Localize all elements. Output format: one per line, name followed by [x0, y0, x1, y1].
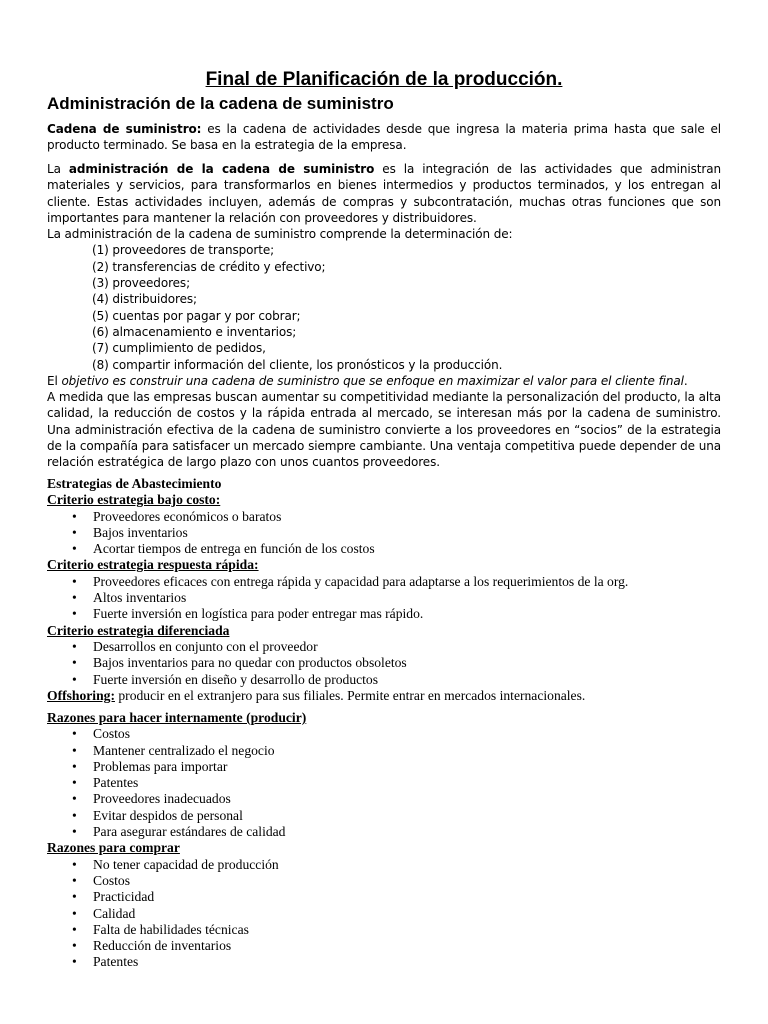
- list-item-text: Patentes: [93, 775, 139, 791]
- admin-term: administración de la cadena de suministro: [68, 162, 375, 176]
- list-item-text: Altos inventarios: [93, 590, 187, 606]
- list-item: [47, 808, 721, 824]
- bullet-icon: •: [72, 606, 77, 622]
- offshoring-term: Offshoring:: [47, 687, 115, 703]
- objective-lead: El: [47, 373, 62, 388]
- bullet-icon: •: [72, 655, 77, 671]
- admin-list: [47, 242, 721, 372]
- list-item-text: Proveedores inadecuados: [93, 791, 231, 807]
- admin-text: es la integración de las actividades que administran materiales y servicios, para transformarlos en bienes intermedios y productos terminados, y los entregan al cliente. Estas actividades incluyen, además de compras y subcontratación, muchas otras funciones que son importantes para mantener la relación con proveedores y distribuidores.: [47, 162, 722, 225]
- list-item: (5) cuentas por pagar y por cobrar;: [92, 308, 301, 323]
- list-item: [47, 824, 721, 840]
- strategy-fast-response-list: [47, 574, 721, 623]
- strategies-section: [47, 476, 721, 704]
- list-item-text: Practicidad: [93, 889, 155, 905]
- objective-sentence: [47, 373, 721, 389]
- bullet-icon: •: [72, 541, 77, 557]
- list-item: [47, 525, 721, 541]
- definition-paragraph: [47, 121, 721, 154]
- list-item-text: Fuerte inversión en diseño y desarrollo de productos: [93, 671, 379, 687]
- list-item: [47, 759, 721, 775]
- objective-text: objetivo es construir una cadena de suministro que se enfoque en maximizar el valor para el cliente final: [61, 373, 684, 388]
- bullet-icon: •: [72, 758, 77, 774]
- list-item: (7) cumplimiento de pedidos,: [92, 341, 266, 356]
- list-item: [47, 922, 721, 938]
- list-item: (1) proveedores de transporte;: [92, 243, 275, 258]
- strategy-low-cost-heading: Criterio estrategia bajo costo:: [47, 492, 221, 508]
- list-item: (8) compartir información del cliente, los pronósticos y la producción.: [92, 357, 503, 372]
- list-item-text: Desarrollos en conjunto con el proveedor: [93, 638, 318, 654]
- produce-heading: Razones para hacer internamente (producir): [47, 710, 307, 725]
- list-item-text: Proveedores económicos o baratos: [93, 508, 282, 524]
- list-item: [47, 743, 721, 759]
- admin-section: [47, 161, 721, 471]
- list-item: [47, 873, 721, 889]
- bullet-icon: •: [72, 824, 77, 840]
- list-item: [47, 541, 721, 557]
- bullet-icon: •: [72, 954, 77, 970]
- list-item-text: Para asegurar estándares de calidad: [93, 824, 286, 840]
- list-item: [47, 857, 721, 873]
- strategies-heading: Estrategias de Abastecimiento: [47, 476, 222, 491]
- list-item-text: Proveedores eficaces con entrega rápida y capacidad para adaptarse a los requerimientos de la org.: [93, 573, 629, 589]
- list-item: [47, 606, 721, 622]
- bullet-icon: •: [72, 791, 77, 807]
- list-item-text: Falta de habilidades técnicas: [93, 921, 249, 937]
- page-title: Final de Planificación de la producción.: [205, 69, 563, 90]
- strategy-differentiated-heading: Criterio estrategia diferenciada: [47, 622, 230, 638]
- buy-heading: Razones para comprar: [47, 840, 180, 856]
- bullet-icon: •: [72, 856, 77, 872]
- bullet-icon: •: [72, 775, 77, 791]
- list-item-text: Costos: [93, 872, 131, 888]
- strategy-fast-response-heading: Criterio estrategia respuesta rápida:: [47, 557, 259, 573]
- offshoring-line: [47, 688, 721, 704]
- list-item: [47, 889, 721, 905]
- definition-text: es la cadena de actividades desde que ingresa la materia prima hasta que sale el producto terminado. Se basa en la estrategia de la empresa.: [47, 122, 722, 153]
- list-item-text: Bajos inventarios: [93, 524, 188, 540]
- list-item: [47, 775, 721, 791]
- bullet-icon: •: [72, 638, 77, 654]
- list-item: [47, 938, 721, 954]
- list-item-text: Patentes: [93, 954, 139, 970]
- produce-section: [47, 710, 721, 971]
- section-title: Administración de la cadena de suministro: [47, 94, 394, 113]
- list-item-text: Fuerte inversión en logística para poder entregar mas rápido.: [93, 606, 424, 622]
- list-item: [47, 672, 721, 688]
- list-item-text: Bajos inventarios para no quedar con productos obsoletos: [93, 655, 407, 671]
- produce-list: [47, 726, 721, 840]
- bullet-icon: •: [72, 524, 77, 540]
- buy-list: [47, 857, 721, 971]
- bullet-icon: •: [72, 726, 77, 742]
- bullet-icon: •: [72, 807, 77, 823]
- strategy-differentiated-list: [47, 639, 721, 688]
- bullet-icon: •: [72, 671, 77, 687]
- bullet-icon: •: [72, 889, 77, 905]
- bullet-icon: •: [72, 905, 77, 921]
- bullet-icon: •: [72, 573, 77, 589]
- list-item-text: Acortar tiempos de entrega en función de los costos: [93, 541, 375, 557]
- list-item: [47, 509, 721, 525]
- list-item-text: Reducción de inventarios: [93, 938, 232, 954]
- bullet-icon: •: [72, 508, 77, 524]
- bullet-icon: •: [72, 921, 77, 937]
- list-item: [47, 655, 721, 671]
- list-item-text: Evitar despidos de personal: [93, 807, 243, 823]
- strategy-low-cost-list: [47, 509, 721, 558]
- list-item-text: Problemas para importar: [93, 758, 228, 774]
- list-item-text: Calidad: [93, 905, 136, 921]
- admin-lead: La: [47, 162, 69, 176]
- list-item: [47, 726, 721, 742]
- list-item: (4) distribuidores;: [92, 292, 197, 307]
- objective-end: .: [683, 373, 688, 388]
- bullet-icon: •: [72, 590, 77, 606]
- list-item: (3) proveedores;: [92, 276, 191, 291]
- list-item: [47, 574, 721, 590]
- offshoring-text: producir en el extranjero para sus filiales. Permite entrar en mercados internacionales.: [114, 687, 586, 703]
- bullet-icon: •: [72, 938, 77, 954]
- list-item-text: Costos: [93, 726, 131, 742]
- bullet-icon: •: [72, 742, 77, 758]
- competitiveness-paragraph: A medida que las empresas buscan aumentar su competitividad mediante la personalización del producto, la alta calidad, la reducción de costos y la rápida entrada al mercado, se interesan más por la cadena de suministro. Una administración efectiva de la cadena de suministro convierte a los proveedores en “socios” de la estrategia de la compañía para satisfacer un mercado siempre cambiante. Una ventaja competitiva puede depender de una relación estratégica de largo plazo con unos cuantos proveedores.: [47, 390, 721, 470]
- list-item: [47, 954, 721, 970]
- list-item: [47, 791, 721, 807]
- list-item: (2) transferencias de crédito y efectivo;: [92, 259, 326, 274]
- definition-term: Cadena de suministro:: [47, 122, 202, 136]
- list-item: (6) almacenamiento e inventarios;: [92, 324, 297, 339]
- list-item-text: Mantener centralizado el negocio: [93, 742, 275, 758]
- bullet-icon: •: [72, 872, 77, 888]
- list-item: [47, 590, 721, 606]
- admin-intro: La administración de la cadena de suministro comprende la determinación de:: [47, 227, 513, 242]
- list-item-text: No tener capacidad de producción: [93, 856, 279, 872]
- list-item: [47, 906, 721, 922]
- list-item: [47, 639, 721, 655]
